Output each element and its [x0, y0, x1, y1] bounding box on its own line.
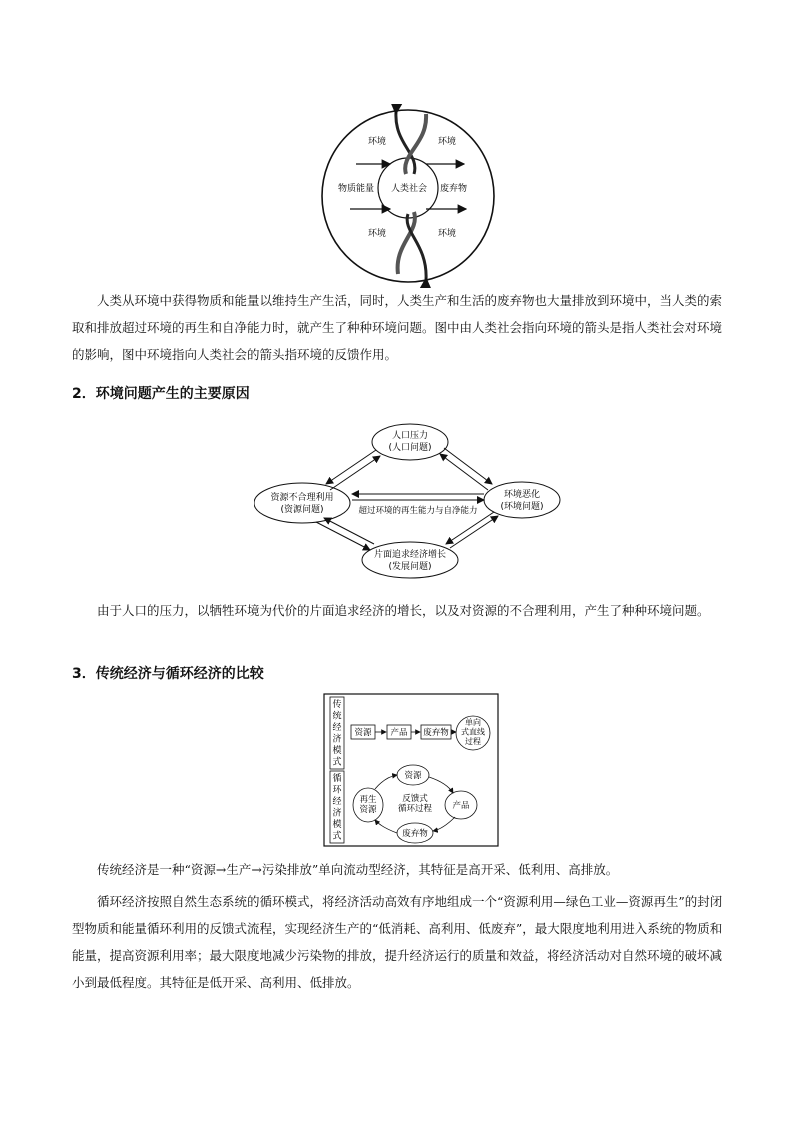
env-label: 环境 [368, 229, 387, 239]
svg-text:(发展问题): (发展问题) [388, 562, 432, 572]
paragraph-4: 循环经济按照自然生态系统的循环模式，将经济活动高效有序地组成一个“资源利用—绿色工业—资源再生”的封闭型物质和能量循环利用的反馈式流程，实现经济生产的“低消耗、高利用、低废弃”，最大限度地利用进入系统的物质和能量，提高资源利用率；最大限度地减少污染物的排放，提升经济运行的质量和效益，将经济活动对自然环境的破坏减小到最低程度。其特征是低开采、高利用、低排放。 [72, 894, 723, 990]
circular-economy-label: 环 [332, 785, 342, 796]
svg-text:产品: 产品 [452, 801, 470, 811]
svg-text:(环境问题): (环境问题) [500, 502, 544, 512]
center-label: 人类社会 [391, 184, 428, 194]
svg-text:产品: 产品 [390, 728, 408, 738]
arrow-down-bottom [407, 214, 426, 280]
env-label: 环境 [368, 137, 387, 147]
circular-economy-label: 济 [332, 808, 342, 819]
linear-process-label: 过程 [465, 737, 481, 746]
traditional-economy-label: 统 [332, 711, 342, 722]
node-environment [484, 482, 560, 518]
human-environment-diagram [316, 104, 500, 288]
circular-economy-label: 循 [332, 774, 342, 784]
svg-text:人口压力: 人口压力 [391, 431, 429, 441]
section-3-title: 3．传统经济与循环经济的比较 [72, 666, 264, 682]
input-label: 物质能量 [338, 184, 375, 194]
circular-economy-label: 经 [332, 797, 342, 807]
traditional-economy-label: 模 [332, 746, 342, 756]
svg-text:(人口问题): (人口问题) [388, 443, 432, 453]
circular-economy-label: 模 [332, 820, 342, 830]
svg-text:废弃物: 废弃物 [402, 829, 428, 839]
paragraph-2: 由于人口的压力，以牺牲环境为代价的片面追求经济的增长，以及对资源的不合理利用，产生了种种环境问题。 [97, 603, 710, 618]
svg-text:环境恶化: 环境恶化 [503, 490, 541, 500]
node-population [372, 424, 448, 460]
section-2-title: 2．环境问题产生的主要原因 [72, 386, 250, 402]
regenerated-resource-label: 资源 [359, 805, 377, 815]
paragraph-3: 传统经济是一种“资源→生产→污染排放”单向流动型经济，其特征是高开采、低利用、高排放。 [97, 862, 619, 877]
svg-text:废弃物: 废弃物 [423, 728, 449, 738]
feedback-cycle-label: 反馈式 [402, 794, 428, 804]
regenerated-resource-label: 再生 [359, 795, 377, 805]
linear-process-label: 式直线 [461, 727, 485, 737]
traditional-economy-label: 传 [332, 700, 342, 710]
output-label: 废弃物 [440, 184, 468, 194]
env-label: 环境 [438, 229, 457, 239]
svg-text:片面追求经济增长: 片面追求经济增长 [373, 550, 447, 560]
paragraph-1: 人类从环境中获得物质和能量以维持生产生活，同时，人类生产和生活的废弃物也大量排放到环境中，当人类的索取和排放超过环境的再生和自净能力时，就产生了种种环境问题。图中由人类社会指向环境的箭头是指人类社会对环境的影响，图中环境指向人类社会的箭头指环境的反馈作用。 [72, 293, 723, 362]
svg-text:资源不合理利用: 资源不合理利用 [270, 493, 334, 503]
middle-label: 超过环境的再生能力与自净能力 [358, 506, 478, 516]
svg-text:(资源问题): (资源问题) [280, 505, 324, 515]
traditional-economy-label: 式 [332, 757, 342, 768]
svg-text:资源: 资源 [354, 728, 372, 738]
traditional-economy-label: 经 [332, 723, 342, 733]
node-resource [254, 483, 350, 523]
traditional-economy-label: 济 [332, 734, 342, 745]
feedback-cycle-label: 循环过程 [397, 804, 433, 814]
svg-text:资源: 资源 [404, 771, 422, 781]
causes-diagram [254, 420, 564, 580]
env-label: 环境 [438, 137, 457, 147]
linear-process-label: 单向 [465, 718, 481, 727]
circular-economy-label: 式 [332, 831, 342, 842]
economy-comparison-diagram [323, 693, 499, 847]
node-development [362, 542, 458, 578]
